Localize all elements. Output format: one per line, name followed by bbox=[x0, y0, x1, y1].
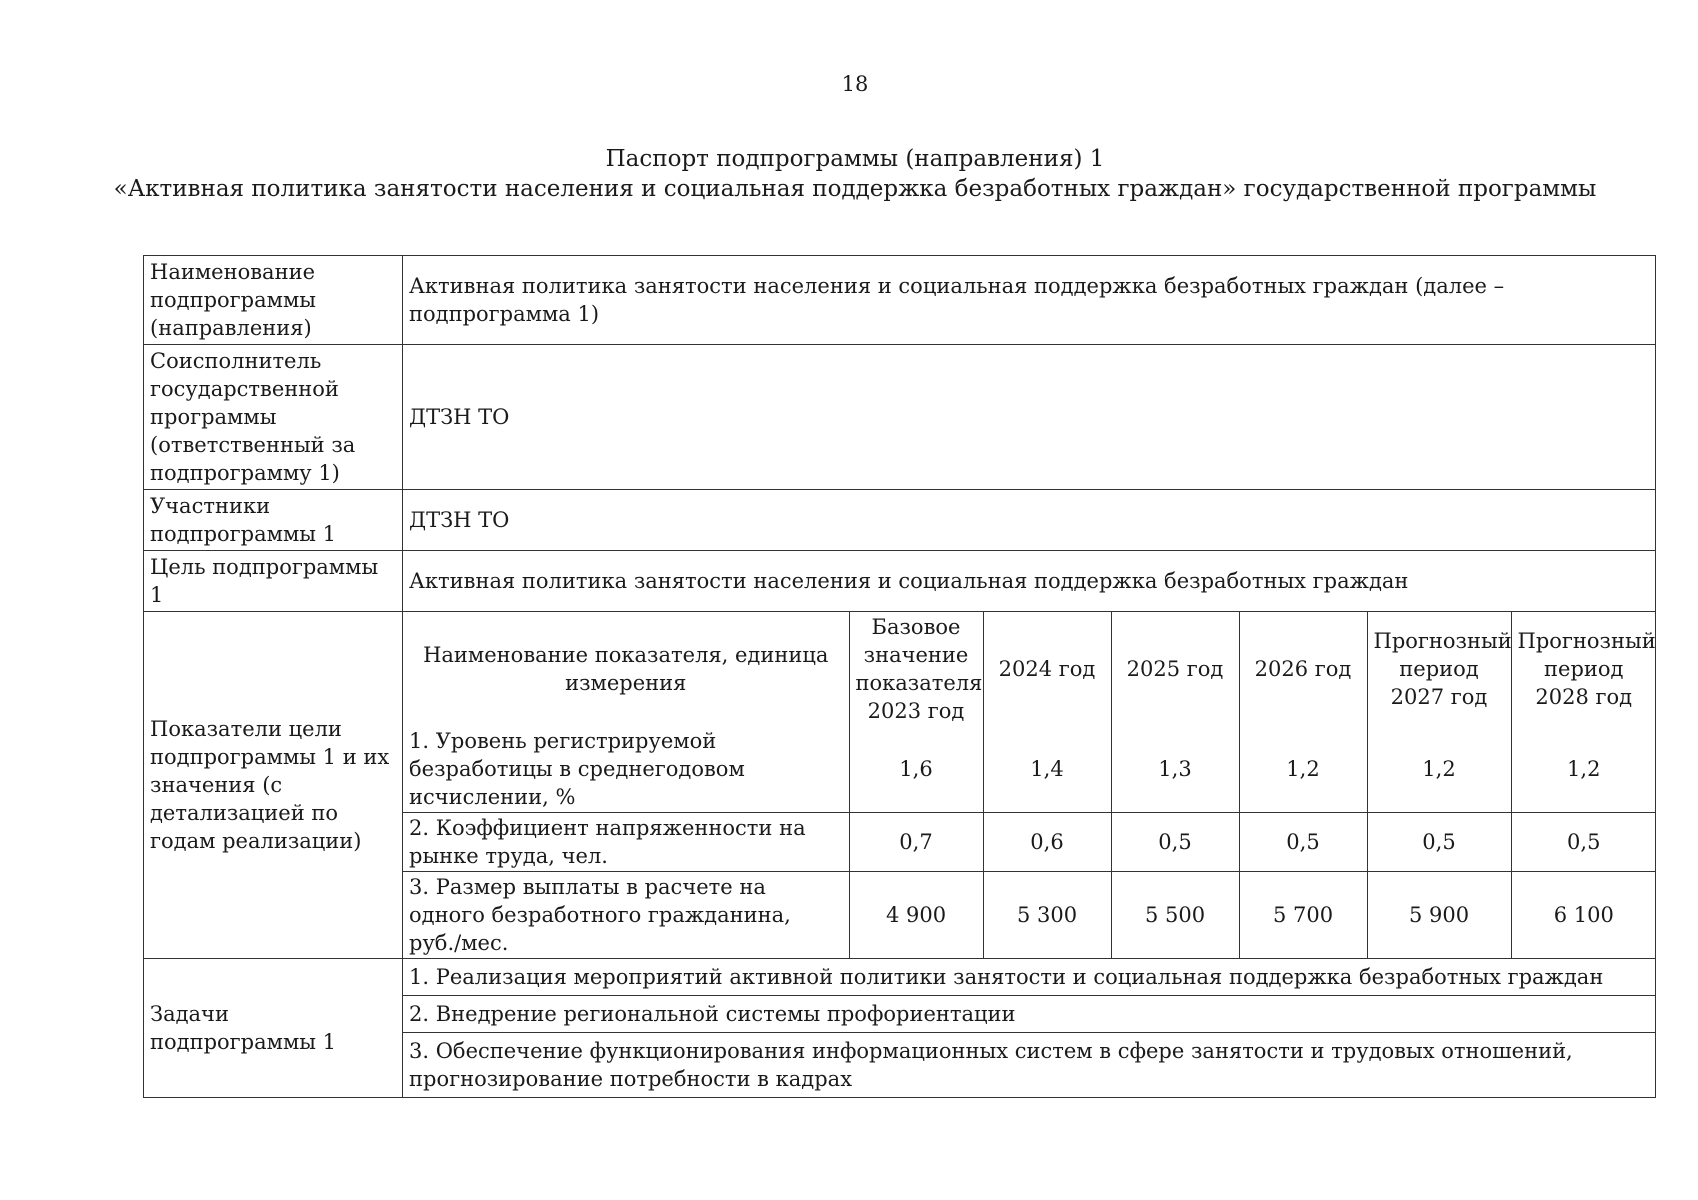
value-coexecutor: ДТЗН ТО bbox=[403, 345, 1656, 490]
indicator-value: 5 300 bbox=[983, 872, 1111, 959]
title-line-2: «Активная политика занятости населения и социальная поддержка безработных граждан» государственной программы bbox=[113, 176, 1597, 202]
indicators-header-row bbox=[403, 612, 1656, 726]
row-participants bbox=[144, 490, 1656, 551]
indicator-value: 1,2 bbox=[1367, 726, 1511, 813]
label-tasks: Задачи подпрограммы 1 bbox=[144, 959, 403, 1098]
table-row bbox=[403, 872, 1656, 959]
table-row bbox=[403, 726, 1656, 813]
indicators-table bbox=[403, 612, 1656, 958]
indicator-value: 1,2 bbox=[1511, 726, 1656, 813]
tasks-cell bbox=[403, 959, 1656, 1098]
label-goal: Цель подпрограммы 1 bbox=[144, 551, 403, 612]
table-row bbox=[403, 813, 1656, 872]
indicator-value: 1,6 bbox=[849, 726, 983, 813]
subprogram-passport-table bbox=[143, 255, 1656, 1098]
indicator-value: 0,5 bbox=[1511, 813, 1656, 872]
row-goal bbox=[144, 551, 1656, 612]
indicator-value: 0,6 bbox=[983, 813, 1111, 872]
label-coexecutor: Соисполнитель государственной программы (ответственный за подпрограмму 1) bbox=[144, 345, 403, 490]
value-participants: ДТЗН ТО bbox=[403, 490, 1656, 551]
indicator-value: 5 700 bbox=[1239, 872, 1367, 959]
list-item: 1. Реализация мероприятий активной политики занятости и социальная поддержка безработных граждан bbox=[403, 959, 1655, 996]
value-subprogram-name: Активная политика занятости населения и социальная поддержка безработных граждан (далее – подпрограмма 1) bbox=[403, 256, 1656, 345]
list-item: 2. Внедрение региональной системы профориентации bbox=[403, 996, 1655, 1033]
list-item: 3. Обеспечение функционирования информационных систем в сфере занятости и трудовых отношений, прогнозирование потребности в кадрах bbox=[409, 1039, 1573, 1091]
header-2025: 2025 год bbox=[1111, 612, 1239, 726]
header-2024: 2024 год bbox=[983, 612, 1111, 726]
indicators-cell bbox=[403, 612, 1656, 959]
header-forecast-2027: Прогнозный период 2027 год bbox=[1367, 612, 1511, 726]
page-number: 18 bbox=[841, 72, 869, 96]
indicator-value: 1,2 bbox=[1239, 726, 1367, 813]
header-base-value: Базовое значение показателя 2023 год bbox=[849, 612, 983, 726]
indicator-value: 4 900 bbox=[849, 872, 983, 959]
value-goal: Активная политика занятости населения и социальная поддержка безработных граждан bbox=[403, 551, 1656, 612]
row-tasks bbox=[144, 959, 1656, 1098]
indicator-value: 5 500 bbox=[1111, 872, 1239, 959]
header-indicator-name: Наименование показателя, единица измерения bbox=[403, 612, 849, 726]
label-subprogram-name: Наименование подпрограммы (направления) bbox=[144, 256, 403, 345]
header-forecast-2028: Прогнозный период 2028 год bbox=[1511, 612, 1656, 726]
row-subprogram-name bbox=[144, 256, 1656, 345]
indicator-name: 2. Коэффициент напряженности на рынке труда, чел. bbox=[403, 813, 849, 872]
indicator-value: 1,3 bbox=[1111, 726, 1239, 813]
header-2026: 2026 год bbox=[1239, 612, 1367, 726]
document-title bbox=[0, 144, 1698, 204]
indicator-value: 0,7 bbox=[849, 813, 983, 872]
title-line-1: Паспорт подпрограммы (направления) 1 bbox=[605, 146, 1105, 172]
indicator-name: 3. Размер выплаты в расчете на одного безработного гражданина, руб./мес. bbox=[403, 872, 849, 959]
label-indicators: Показатели цели подпрограммы 1 и их значения (с детализацией по годам реализации) bbox=[144, 612, 403, 959]
indicator-value: 0,5 bbox=[1111, 813, 1239, 872]
indicator-value: 0,5 bbox=[1367, 813, 1511, 872]
indicator-value: 1,4 bbox=[983, 726, 1111, 813]
indicator-value: 5 900 bbox=[1367, 872, 1511, 959]
row-indicators bbox=[144, 612, 1656, 959]
label-participants: Участники подпрограммы 1 bbox=[144, 490, 403, 551]
indicator-value: 6 100 bbox=[1511, 872, 1656, 959]
row-coexecutor bbox=[144, 345, 1656, 490]
indicator-name: 1. Уровень регистрируемой безработицы в среднегодовом исчислении, % bbox=[403, 726, 849, 813]
indicator-value: 0,5 bbox=[1239, 813, 1367, 872]
